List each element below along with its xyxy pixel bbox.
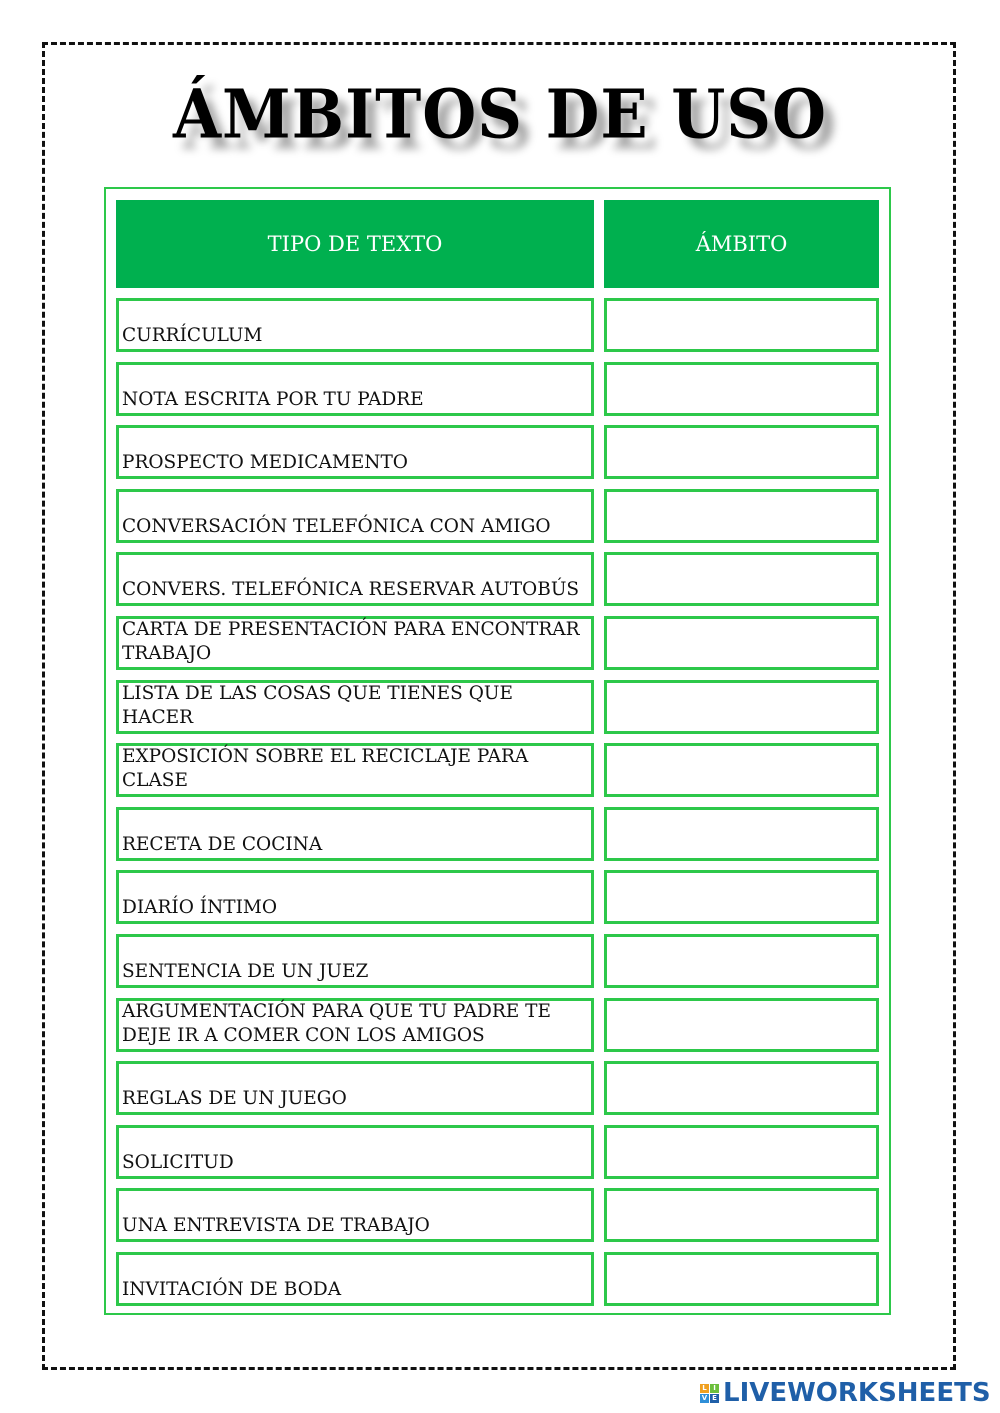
ambito-answer-field[interactable] [604, 1252, 879, 1306]
logo-letter: V [701, 1394, 708, 1402]
text-type-label: CONVERSACIÓN TELEFÓNICA CON AMIGO [116, 489, 594, 543]
ambito-answer-field[interactable] [604, 680, 879, 734]
logo-letter: I [710, 1384, 719, 1393]
ambito-answer-field[interactable] [604, 298, 879, 352]
text-type-label: ARGUMENTACIÓN PARA QUE TU PADRE TE DEJE IR A COMER CON LOS AMIGOS [116, 998, 594, 1052]
page-title: ÁMBITOS DE USO [172, 75, 828, 154]
text-type-label: LISTA DE LAS COSAS QUE TIENES QUE HACER [116, 680, 594, 734]
text-type-label: RECETA DE COCINA [116, 807, 594, 861]
ambito-answer-field[interactable] [604, 1125, 879, 1179]
column-header-tipo-de-texto: TIPO DE TEXTO [116, 200, 594, 288]
ambito-answer-field[interactable] [604, 552, 879, 606]
ambito-answer-field[interactable] [604, 870, 879, 924]
text-type-label: NOTA ESCRITA POR TU PADRE [116, 362, 594, 416]
text-type-label: CURRÍCULUM [116, 298, 594, 352]
text-type-label: CONVERS. TELEFÓNICA RESERVAR AUTOBÚS [116, 552, 594, 606]
ambito-answer-field[interactable] [604, 743, 879, 797]
liveworksheets-logo [700, 1376, 991, 1410]
ambito-answer-field[interactable] [604, 1061, 879, 1115]
logo-wordmark: LIVEWORKSHEETS [723, 1378, 991, 1408]
liveworksheets-logo-icon [700, 1384, 719, 1403]
logo-letter: L [700, 1384, 709, 1393]
text-type-label: SOLICITUD [116, 1125, 594, 1179]
text-type-label: DIARÍO ÍNTIMO [116, 870, 594, 924]
ambito-answer-field[interactable] [604, 1188, 879, 1242]
text-type-label: INVITACIÓN DE BODA [116, 1252, 594, 1306]
ambito-answer-field[interactable] [604, 362, 879, 416]
text-type-label: UNA ENTREVISTA DE TRABAJO [116, 1188, 594, 1242]
ambito-answer-field[interactable] [604, 489, 879, 543]
ambito-answer-field[interactable] [604, 425, 879, 479]
logo-letter: E [710, 1394, 719, 1403]
text-type-label: PROSPECTO MEDICAMENTO [116, 425, 594, 479]
text-type-label: CARTA DE PRESENTACIÓN PARA ENCONTRAR TRABAJO [116, 616, 594, 670]
column-header-ambito: ÁMBITO [604, 200, 879, 288]
text-type-label: SENTENCIA DE UN JUEZ [116, 934, 594, 988]
ambito-answer-field[interactable] [604, 616, 879, 670]
ambito-answer-field[interactable] [604, 934, 879, 988]
ambito-answer-field[interactable] [604, 807, 879, 861]
ambito-answer-field[interactable] [604, 998, 879, 1052]
text-type-label: EXPOSICIÓN SOBRE EL RECICLAJE PARA CLASE [116, 743, 594, 797]
text-type-label: REGLAS DE UN JUEGO [116, 1061, 594, 1115]
